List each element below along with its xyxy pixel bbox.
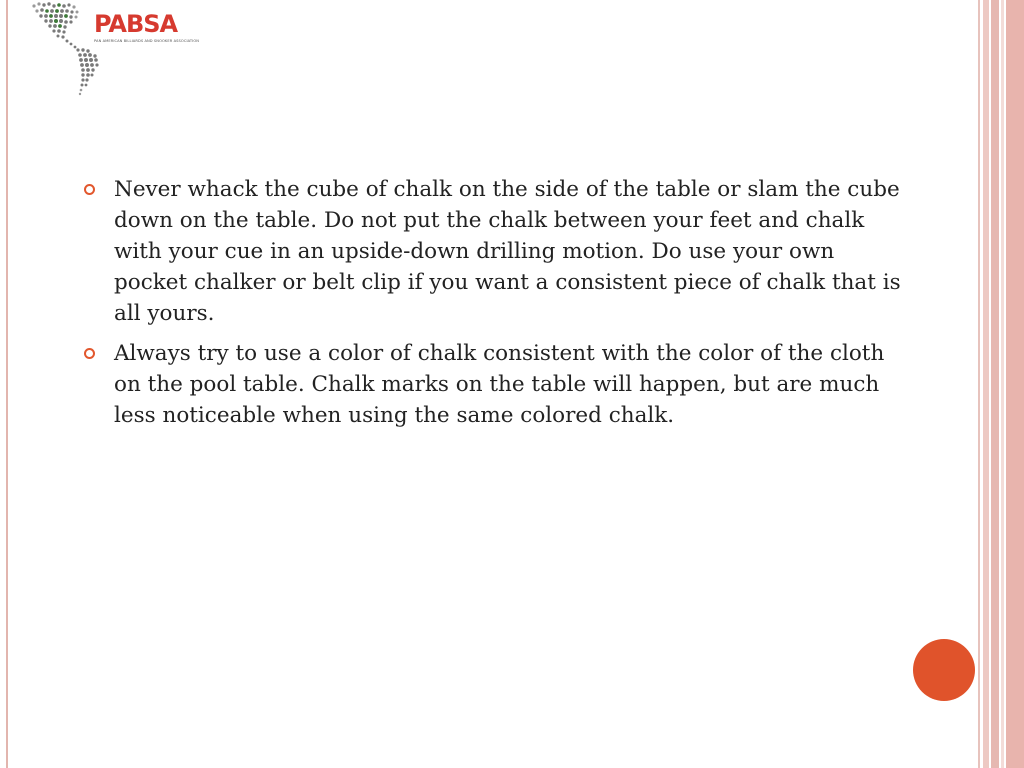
logo-tagline: PAN AMERICAN BILLIARDS AND SNOOKER ASSOCIATION [94, 39, 200, 43]
left-border-line [6, 0, 8, 768]
list-item [84, 174, 904, 329]
bullet-list [84, 174, 904, 431]
bullet-ring-icon [84, 184, 95, 195]
bullet-text: Always try to use a color of chalk consistent with the color of the cloth on the pool table. Chalk marks on the table will happen, but are much less noticeable when using the same colored chalk. [114, 341, 885, 428]
bullet-text: Never whack the cube of chalk on the side of the table or slam the cube down on the table. Do not put the chalk between your feet and chalk with your cue in an upside-down drilling motion. Do use your own pocket chalker or belt clip if you want a consistent piece of chalk that is all yours. [114, 177, 901, 326]
logo-wordmark: PABSA [94, 10, 178, 38]
list-item [84, 338, 904, 431]
bullet-ring-icon [84, 348, 95, 359]
slide-content [84, 174, 904, 440]
pabsa-logo [28, 0, 198, 98]
right-decorative-band [978, 0, 1024, 768]
accent-circle [913, 639, 975, 701]
